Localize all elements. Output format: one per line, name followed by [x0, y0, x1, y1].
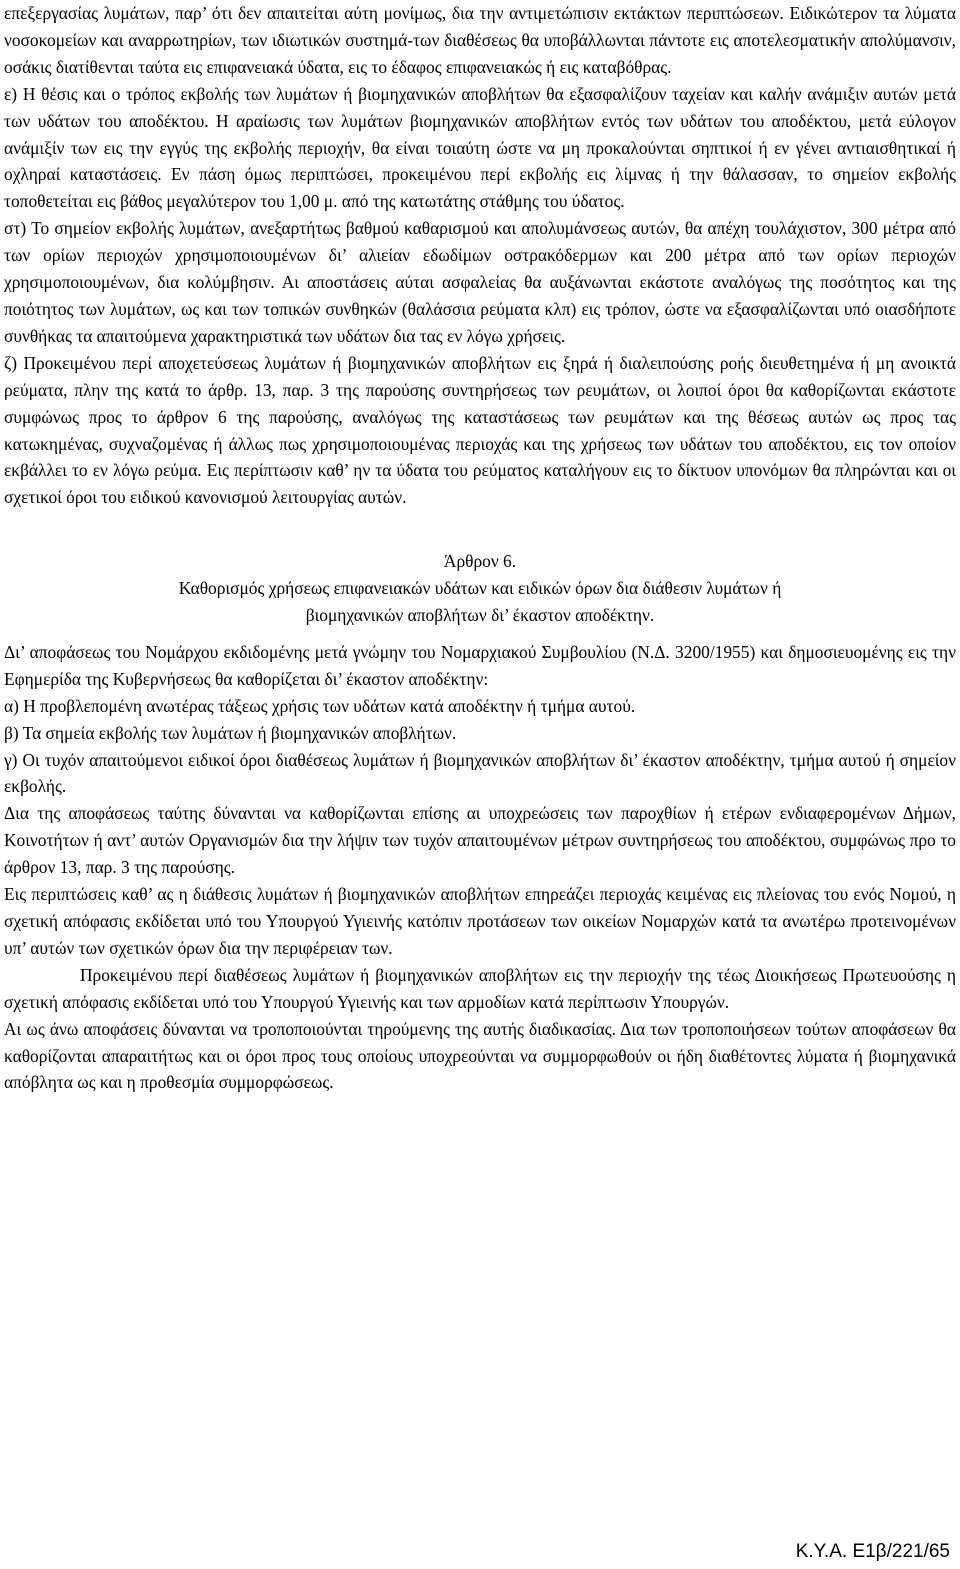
- article-heading: Άρθρον 6.: [443, 551, 517, 572]
- footer-reference: Κ.Υ.Α. Ε1β/221/65: [795, 1541, 950, 1562]
- section-spacer-small: [4, 538, 956, 548]
- section-spacer-small: [4, 629, 956, 639]
- article-title-line-2: βιομηχανικών αποβλήτων δι’ έκαστον αποδέκτην.: [305, 605, 655, 626]
- paragraph-multiple-prefectures: Εις περιπτώσεις καθ’ ας η διάθεσις λυμάτων ή βιομηχανικών αποβλήτων επηρεάζει περιοχάς κειμένας εις πλείονας του ενός Νομού, η σχετική απόφασις εκδίδεται υπό του Υπουργού Υγιεινής κατόπιν προτάσεων των οικείων Νομαρχών κατά τα ανωτέρω προτεινομένων υπ’ αυτών των σχετικών όρων δια την περιφέρειαν των.: [4, 884, 956, 958]
- paragraph-item-z: ζ) Προκειμένου περί αποχετεύσεως λυμάτων ή βιομηχανικών αποβλήτων εις ξηρά ή διαλειπούσης ροής διευθετημένα ή μη ανοικτά ρεύματα, πλην της κατά το άρθρ. 13, παρ. 3 της παρούσης συντηρήσεως των ρευμάτων, οι λοιποί όροι θα καθορίζωνται εκάστοτε συμφώνως προς το άρθρον 6 της παρούσης, αναλόγως της καταστάσεως των ρευμάτων και της θέσεως αυτών ως προς τας κατωκημένας, συχναζομένας ή άλλως πως χρησιμοποιουμένας περιοχάς και της χρήσεως των υδάτων του αποδέκτου, εις τον οποίον εκβάλλει το εν λόγω ρεύμα. Εις περίπτωσιν καθ’ ην τα ύδατα του ρεύματος καταλήγουν εις το δίκτυον υπονόμων θα πληρώνται και οι σχετικοί όροι του ειδικού κανονισμού λειτουργίας αυτών.: [4, 352, 956, 508]
- list-item-b: β) Τα σημεία εκβολής των λυμάτων ή βιομηχανικών αποβλήτων.: [4, 722, 457, 743]
- paragraph-obligations: Δια της αποφάσεως ταύτης δύνανται να καθορίζωνται επίσης αι υποχρεώσεις των παροχθίων ή ετέρων ενδιαφερομένων Δήμων, Κοινοτήτων ή αντ’ αυτών Οργανισμών δια την λήψιν των τυχόν απαιτουμένων μέτρων συντηρήσεως του αποδέκτου, συμφώνως προ το άρθρον 13, παρ. 3 της παρούσης.: [4, 803, 956, 878]
- paragraph-capital-region: Προκειμένου περί διαθέσεως λυμάτων ή βιομηχανικών αποβλήτων εις την περιοχήν της τέως Διοικήσεως Πρωτευούσης η σχετική απόφασις εκδίδεται υπό του Υπουργού Υγιεινής και των αρμοδίων κατά περίπτωσιν Υπουργών.: [4, 964, 956, 1012]
- list-item-a: α) Η προβλεπομένη ανωτέρας τάξεως χρήσις των υδάτων κατά αποδέκτην ή τμήμα αυτού.: [4, 695, 636, 716]
- article-title-line-1: Καθορισμός χρήσεως επιφανειακών υδάτων και ειδικών όρων δια διάθεσιν λυμάτων ή: [178, 578, 782, 599]
- document-page: [4, 0, 956, 1096]
- paragraph-item-e: ε) Η θέσις και ο τρόπος εκβολής των λυμάτων ή βιομηχανικών αποβλήτων θα εξασφαλίζουν ταχείαν και καλήν ανάμιξιν αυτών μετά των υδάτων του αποδέκτου. Η αραίωσις των λυμάτων βιομηχανικών αποβλήτων εντός των υδάτων του αποδέκτου, μετά εύλογον ανάμιξίν των εις την εγγύς της εκβολής περιοχήν, θα είναι τοιαύτη ώστε να μη προκαλούνται σηπτικοί ή εν γένει αντιαισθητικαί ή οχληραί καταστάσεις. Εν πάση όμως περιπτώσει, προκειμένου περί εκβολής εις λίμνας ή την θάλασσαν, το σημείον εκβολής τοποθετείται εις βάθος μεγαλύτερον του 1,00 μ. από της κατωτάτης στάθμης του ύδατος.: [4, 83, 956, 212]
- paragraph-amendments: Αι ως άνω αποφάσεις δύνανται να τροποποιούνται τηρούμενης της αυτής διαδικασίας. Δια των τροποποιήσεων τούτων αποφάσεων θα καθορίζονται απαραιτήτως και οι όροι προς τους οποίους υποχρεούνται να συμμορφωθούν οι ήδη διαθέτοντες λύματα ή βιομηχανικά απόβλητα ως και η προθεσμία συμμορφώσεως.: [4, 1018, 956, 1093]
- paragraph-item-st: στ) Το σημείον εκβολής λυμάτων, ανεξαρτήτως βαθμού καθαρισμού και απολυμάνσεως αυτών, θα απέχη τουλάχιστον, 300 μέτρα από των ορίων περιοχών χρησιμοποιουμένων δι’ αλιείαν εδωδίμων οστρακόδερμων και 200 μέτρα από των ορίων περιοχών χρησιμοποιουμένων, δια κολύμβησιν. Αι αποστάσεις αύται ασφαλείας θα αυξάνωνται εκάστοτε αναλόγως της ποσότητος και της ποιότητος των λυμάτων, ως και των τοπικών συνθηκών (θαλάσσια ρεύματα κλπ) εις τρόπον, ώστε να εξασφαλίζωνται υπό οιασδήποτε συνθήκας τα απαιτούμενα χαρακτηριστικά των υδάτων δια τας εν λόγω χρήσεις.: [4, 218, 956, 346]
- list-item-c: γ) Οι τυχόν απαιτούμενοι ειδικοί όροι διαθέσεως λυμάτων ή βιομηχανικών αποβλήτων δι’ έκαστον αποδέκτην, τμήμα αυτού ή σημείον εκβολής.: [4, 749, 956, 797]
- section-spacer: [4, 511, 956, 538]
- paragraph-disinfection: επεξεργασίας λυμάτων, παρ’ ότι δεν απαιτείται αύτη μονίμως, δια την αντιμετώπισιν εκτάκτων περιπτώσεων. Ειδικώτερον τα λύματα νοσοκομείων και αναρρωτηρίων, των ιδιωτικών συστημά-των διαθέσεως θα υποβάλλωνται πάντοτε εις αποτελεσματικήν απολύμανσιν, οσάκις διατίθενται ταύτα εις επιφανειακά ύδατα, εις το έδαφος επιφανειακώς ή εις καταβόθρας.: [4, 3, 956, 77]
- paragraph-prefect-decision: Δι’ αποφάσεως του Νομάρχου εκδιδομένης μετά γνώμην του Νομαρχιακού Συμβουλίου (Ν.Δ. 3200/1955) και δημοσιευομένης εις την Εφημερίδα της Κυβερνήσεως θα καθορίζεται δι’ έκαστον αποδέκτην:: [4, 641, 956, 689]
